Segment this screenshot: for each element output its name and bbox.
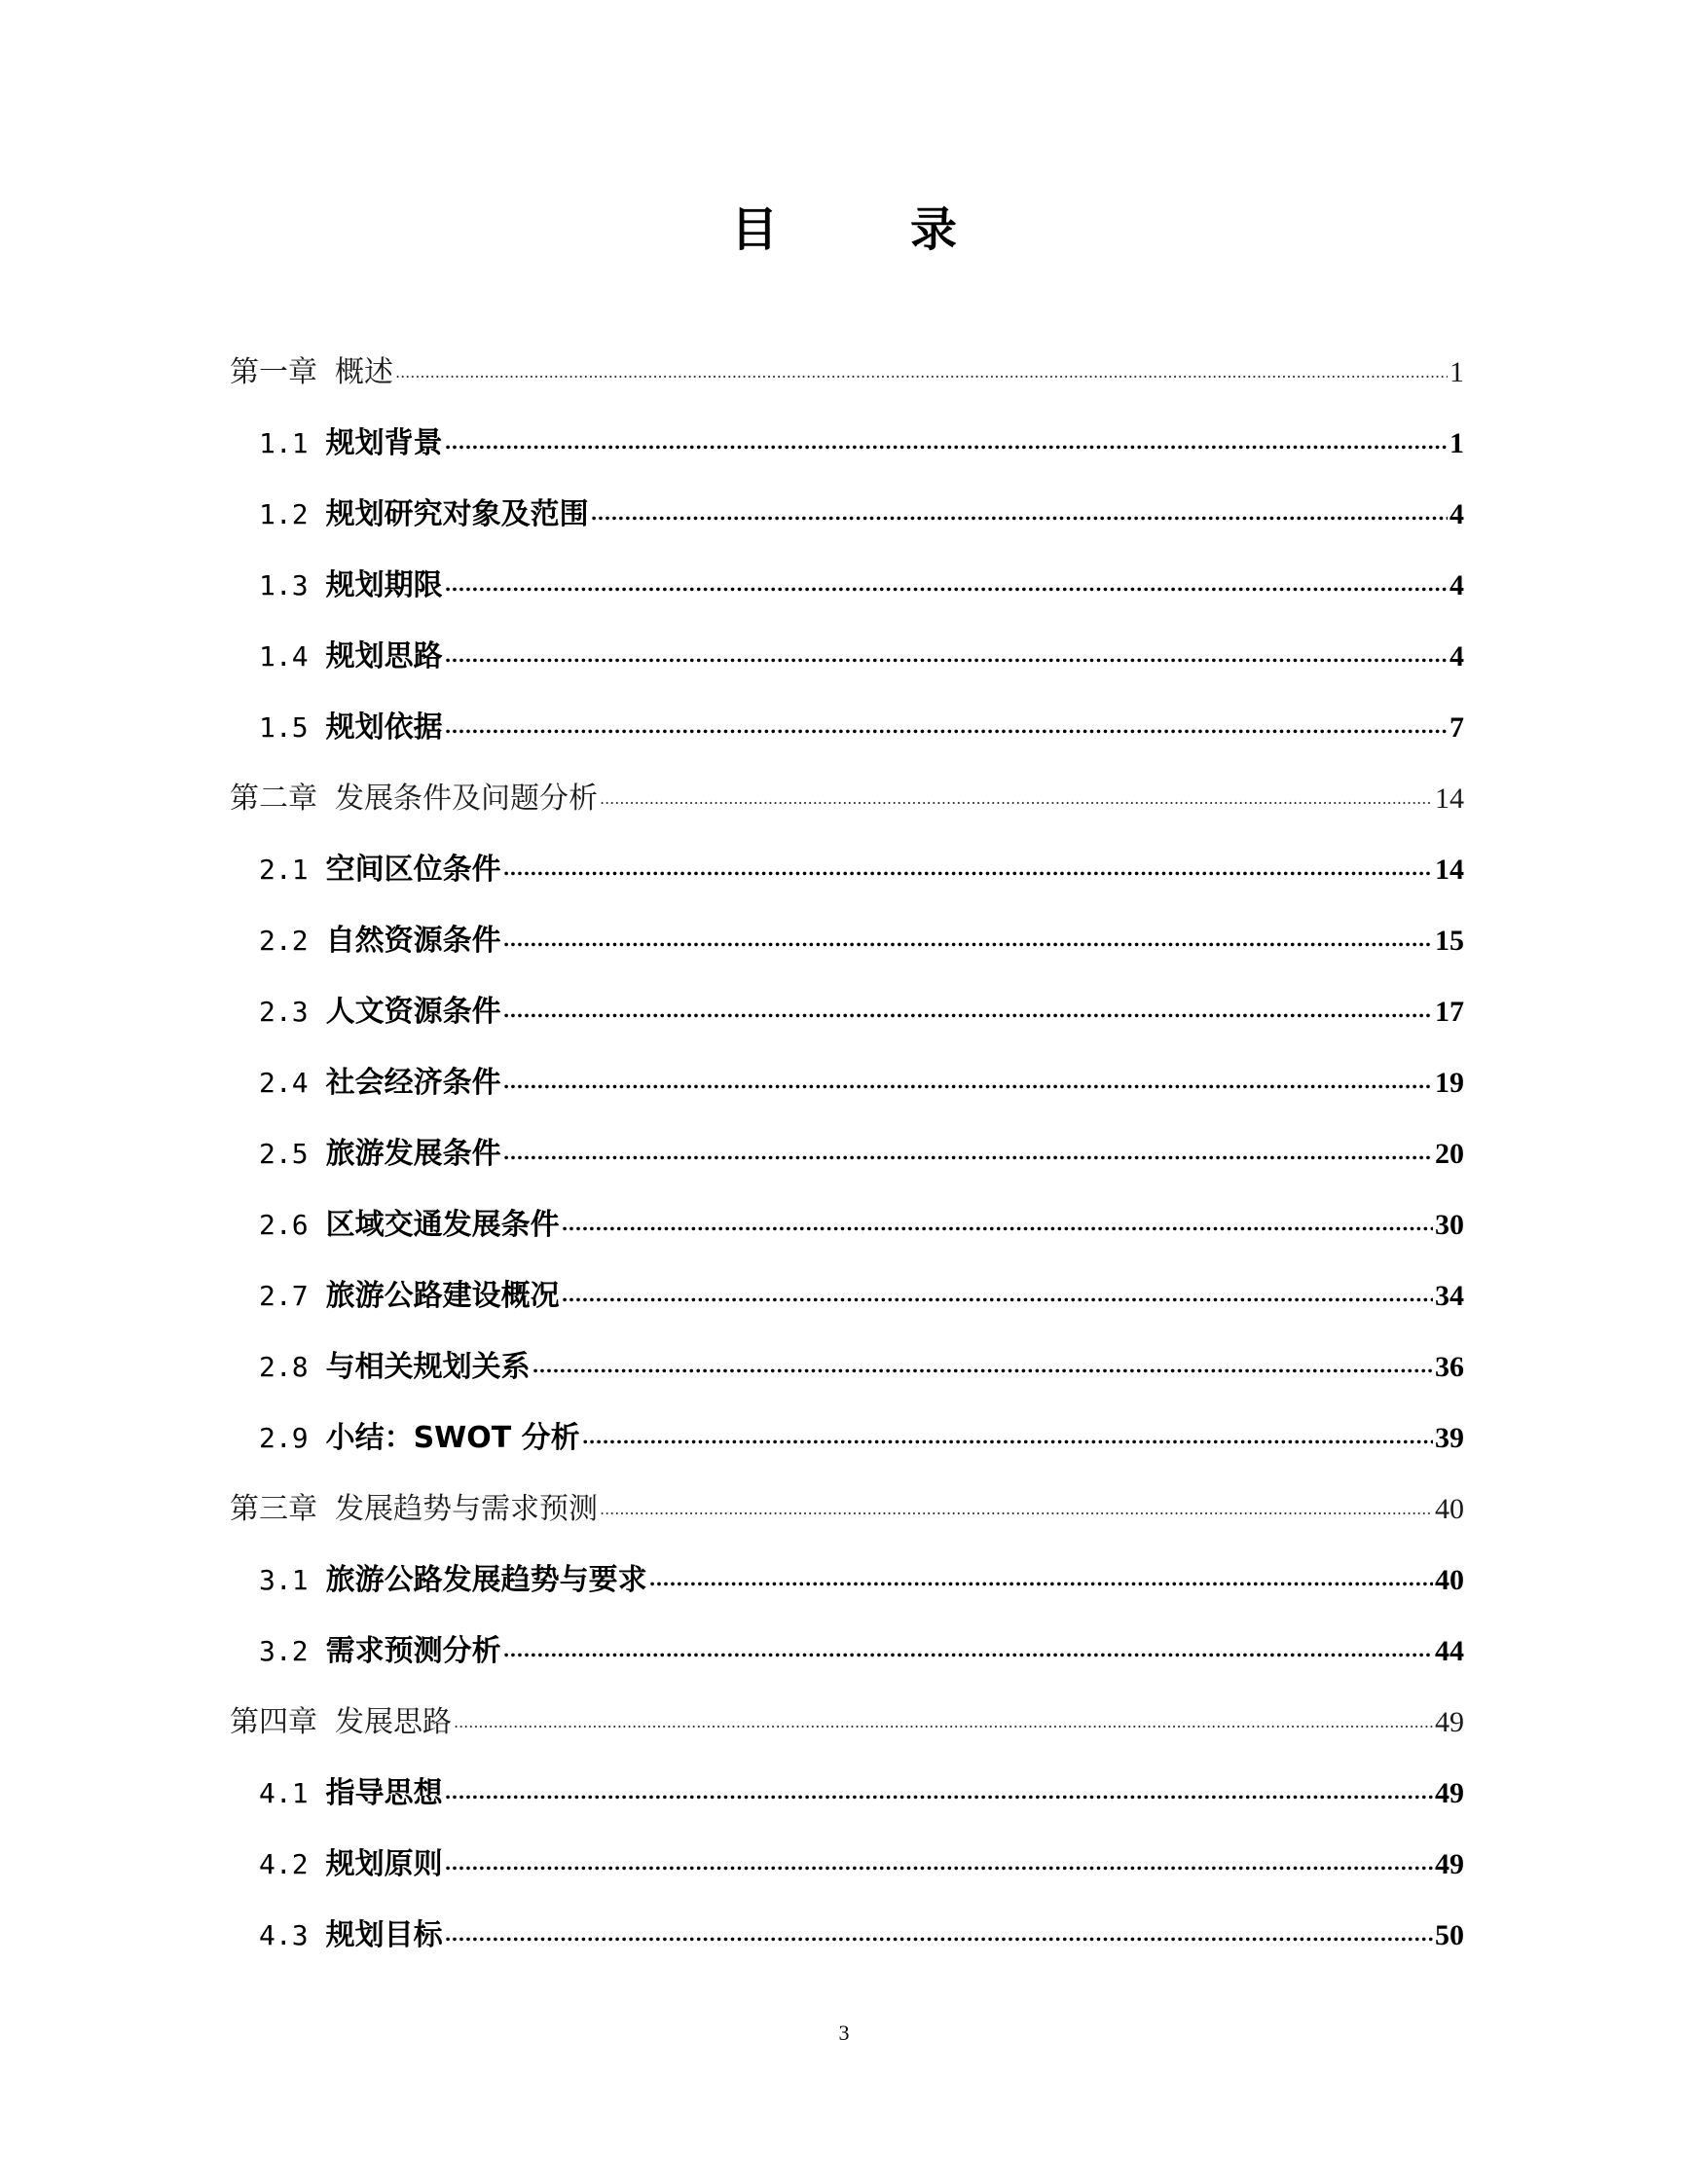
toc-entry-number: 2.7 [259, 1280, 309, 1312]
toc-dot-leader [445, 1757, 1433, 1828]
toc-entry-label: 规划研究对象及范围 [325, 497, 589, 531]
toc-entry-page: 7 [1449, 711, 1464, 744]
toc-entry-number: 第四章 [230, 1705, 317, 1739]
toc-entry-page: 1 [1449, 427, 1464, 459]
toc-dot-leader [532, 1330, 1433, 1401]
toc-section-entry[interactable] [230, 1900, 1464, 1971]
toc-entry-number: 2.5 [259, 1138, 309, 1170]
toc-dot-leader [503, 1117, 1433, 1188]
toc-entry-number: 1.5 [259, 711, 309, 744]
toc-dot-leader [503, 1615, 1433, 1686]
toc-section-entry[interactable] [230, 905, 1464, 976]
toc-entry-label: 概述 [335, 355, 393, 389]
toc-entry-label: 区域交通发展条件 [325, 1208, 560, 1242]
toc-entry-page: 49 [1435, 1848, 1464, 1880]
toc-section-entry[interactable] [230, 1402, 1464, 1474]
toc-entry-number: 3.1 [259, 1564, 309, 1596]
toc-dot-leader [562, 1259, 1433, 1330]
toc-entry-label: 人文资源条件 [325, 995, 501, 1029]
toc-entry-label: 发展条件及问题分析 [335, 782, 598, 816]
toc-entry-label: 规划原则 [325, 1847, 443, 1881]
toc-entry-label: 规划思路 [325, 639, 443, 673]
toc-entry-page: 19 [1435, 1067, 1464, 1099]
toc-dot-leader [445, 691, 1448, 762]
toc-entry-number: 2.1 [259, 854, 309, 886]
page-number: 3 [838, 2020, 850, 2045]
toc-chapter-entry[interactable] [230, 763, 1464, 834]
toc-entry-number: 4.2 [259, 1848, 309, 1880]
toc-dot-leader [454, 1687, 1433, 1758]
toc-dot-leader [445, 407, 1448, 478]
toc-entry-number: 第一章 [230, 355, 317, 389]
toc-entry-number: 2.4 [259, 1067, 309, 1099]
toc-entry-number: 1.2 [259, 498, 309, 530]
toc-dot-leader [503, 833, 1433, 904]
toc-entry-page: 40 [1435, 1493, 1464, 1525]
toc-entry-page: 14 [1435, 854, 1464, 886]
toc-entry-number: 4.3 [259, 1919, 309, 1951]
toc-title: 目 录 [730, 202, 1000, 257]
toc-entry-page: 20 [1435, 1138, 1464, 1170]
toc-entry-page: 49 [1435, 1777, 1464, 1809]
toc-entry-label: 社会经济条件 [325, 1066, 501, 1100]
toc-entry-page: 14 [1435, 783, 1464, 815]
toc-entry-label: 指导思想 [325, 1776, 443, 1810]
toc-dot-leader [445, 549, 1448, 620]
toc-dot-leader [503, 975, 1433, 1046]
toc-entry-label: 与相关规划关系 [325, 1350, 531, 1384]
toc-entry-number: 第二章 [230, 782, 317, 816]
toc-entry-label: 空间区位条件 [325, 853, 501, 887]
toc-entry-number: 第三章 [230, 1492, 317, 1526]
toc-entry-page: 1 [1449, 356, 1464, 388]
toc-section-entry[interactable] [230, 1260, 1464, 1331]
toc-chapter-entry[interactable] [230, 1687, 1464, 1758]
toc-entry-label: 规划背景 [325, 426, 443, 460]
toc-entry-label: 旅游发展条件 [325, 1137, 501, 1171]
toc-entry-label: 小结：SWOT 分析 [325, 1421, 580, 1455]
toc-entry-label: 旅游公路发展趋势与要求 [325, 1563, 647, 1597]
toc-dot-leader [445, 1899, 1433, 1970]
toc-section-entry[interactable] [230, 1829, 1464, 1900]
toc-dot-leader [445, 1828, 1433, 1899]
toc-entry-page: 49 [1435, 1706, 1464, 1738]
toc-entry-label: 旅游公路建设概况 [325, 1279, 560, 1313]
toc-entry-page: 40 [1435, 1564, 1464, 1596]
toc-entry-number: 2.8 [259, 1351, 309, 1383]
toc-dot-leader [395, 337, 1448, 408]
toc-section-entry[interactable] [230, 1331, 1464, 1402]
toc-section-entry[interactable] [230, 479, 1464, 550]
toc-entry-page: 30 [1435, 1209, 1464, 1241]
toc-entry-number: 4.1 [259, 1777, 309, 1809]
toc-entry-label: 发展思路 [335, 1705, 452, 1739]
toc-entry-page: 4 [1449, 498, 1464, 530]
toc-entry-number: 1.1 [259, 427, 309, 459]
toc-entry-label: 规划依据 [325, 710, 443, 745]
toc-dot-leader [445, 620, 1448, 691]
toc-section-entry[interactable] [230, 1758, 1464, 1829]
toc-dot-leader [591, 478, 1448, 549]
toc-chapter-entry[interactable] [230, 1474, 1464, 1545]
toc-entry-page: 15 [1435, 925, 1464, 957]
toc-section-entry[interactable] [230, 692, 1464, 763]
toc-dot-leader [600, 1474, 1433, 1545]
toc-section-entry[interactable] [230, 1616, 1464, 1687]
toc-section-entry[interactable] [230, 621, 1464, 692]
toc-entry-number: 2.6 [259, 1209, 309, 1241]
toc-entry-label: 规划目标 [325, 1918, 443, 1952]
toc-entry-number: 1.4 [259, 640, 309, 673]
toc-entry-page: 39 [1435, 1422, 1464, 1454]
toc-entry-number: 2.9 [259, 1422, 309, 1454]
toc-entry-page: 44 [1435, 1635, 1464, 1667]
toc-entry-number: 2.2 [259, 925, 309, 957]
toc-section-entry[interactable] [230, 1047, 1464, 1118]
toc-section-entry[interactable] [230, 408, 1464, 479]
toc-entry-label: 自然资源条件 [325, 924, 501, 958]
toc-dot-leader [582, 1401, 1433, 1473]
toc-section-entry[interactable] [230, 834, 1464, 905]
toc-dot-leader [600, 763, 1433, 834]
toc-entry-number: 1.3 [259, 569, 309, 601]
toc-dot-leader [503, 904, 1433, 975]
toc-entry-label: 发展趋势与需求预测 [335, 1492, 598, 1526]
toc-entry-page: 4 [1449, 569, 1464, 601]
toc-dot-leader [649, 1544, 1433, 1615]
toc-entry-page: 36 [1435, 1351, 1464, 1383]
toc-entry-label: 需求预测分析 [325, 1634, 501, 1668]
toc-entry-number: 3.2 [259, 1635, 309, 1667]
toc-section-entry[interactable] [230, 1118, 1464, 1189]
toc-section-entry[interactable] [230, 550, 1464, 621]
toc-dot-leader [503, 1046, 1433, 1117]
toc-section-entry[interactable] [230, 1545, 1464, 1616]
toc-entry-label: 规划期限 [325, 568, 443, 602]
toc-dot-leader [562, 1188, 1433, 1259]
toc-entry-number: 2.3 [259, 996, 309, 1028]
toc-section-entry[interactable] [230, 976, 1464, 1047]
toc-list [230, 337, 1464, 1971]
toc-entry-page: 50 [1435, 1919, 1464, 1951]
toc-entry-page: 4 [1449, 640, 1464, 673]
toc-entry-page: 34 [1435, 1280, 1464, 1312]
toc-chapter-entry[interactable] [230, 337, 1464, 408]
toc-entry-page: 17 [1435, 996, 1464, 1028]
toc-section-entry[interactable] [230, 1189, 1464, 1260]
